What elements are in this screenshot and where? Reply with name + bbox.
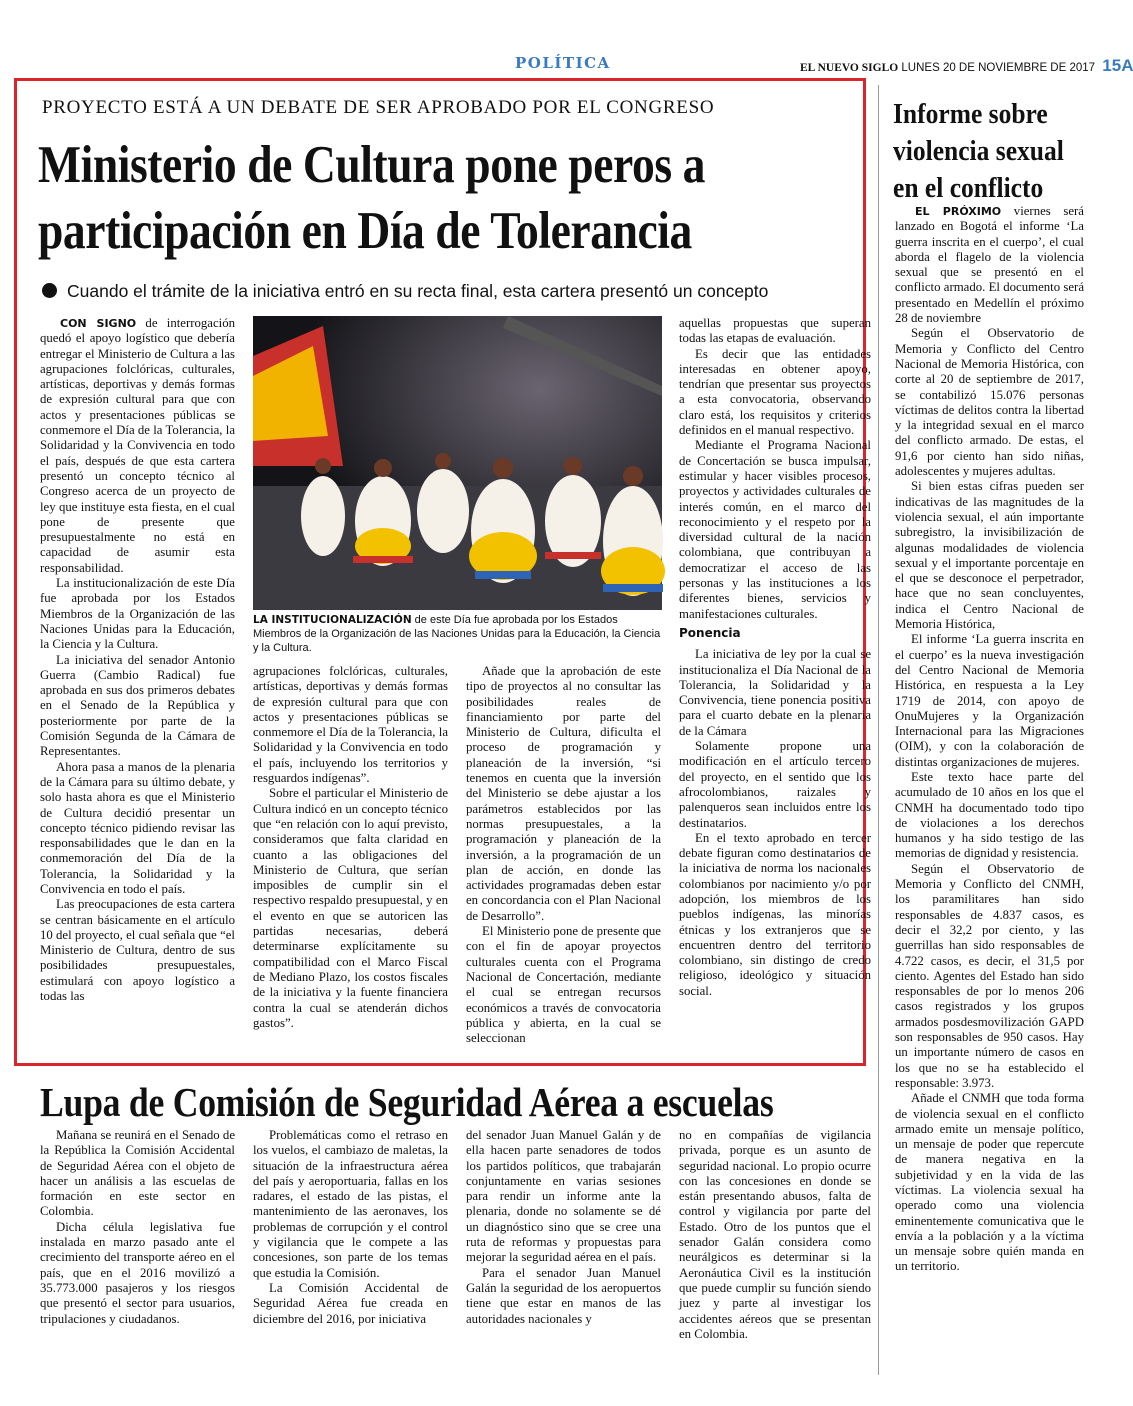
paragraph: Añade que la aprobación de este tipo de proyectos al no consultar las posibilidades reales de financiamiento por parte del Ministerio de Cultura, dificulta el proceso de programación y planeación de la inversión, “si tenemos en cuenta que la inversión del Ministerio se debe ajustar a los parámetros establecidos por las normas presupuestales, a la programación y planeación de la inversión, a la programación de un plan de acción, en donde las actividades programadas deben estar en concordancia con el Plan Nacional de Desarrollo”. xyxy=(466,664,661,923)
paragraph: Este texto hace parte del acumulado de 10 años en los que el CNMH ha documentado todo tipo de violaciones a los derechos humanos y ha sido testigo de las memorias de dignidad y resistencia. xyxy=(895,769,1084,861)
paragraph: La iniciativa de ley por la cual se institucionaliza el Día Nacional de la Tolerancia, la Solidaridad y la Convivencia, tiene ponencia positiva para el cuarto debate en la plenaria de la Cámara xyxy=(679,647,871,738)
paragraph: La iniciativa del senador Antonio Guerra (Cambio Radical) fue aprobada en sus dos primeros debates en el Senado de la República y posteriormente por parte de la Comisión Segunda de la Cámara de Representantes. xyxy=(40,652,235,759)
issue-date: LUNES 20 DE NOVIEMBRE DE 2017 xyxy=(901,62,1096,74)
paragraph: Sobre el particular el Ministerio de Cultura indicó en un concepto técnico que “en relación con lo aquí previsto, consideramos que falta claridad en cuanto a las obligaciones del Ministerio de Cultura, que serían imposibles de cumplir sin el respectivo respaldo presupuestal, y en el evento en que se autoricen las partidas necesarias, deberá determinarse explícitamente su compatibilidad con el Marco Fiscal de Mediano Plazo, los costos fiscales de la iniciativa y la fuente financiera contra la cual se atenderán dichos gastos”. xyxy=(253,786,448,1030)
paragraph: En el texto aprobado en tercer debate figuran como destinatarios de la iniciativa de norma los nacionales colombianos por nacimiento y/o por adopción, los miembros de los pueblos indígenas, las minorías étnicas y los extranjeros que se encuentren dentro del territorio colombiano, sin distingo de credo religioso, ideológico y situación social. xyxy=(679,830,871,998)
paragraph: Las preocupaciones de esta cartera se centran básicamente en el artículo 10 del proyecto, el cual señala que “el Ministerio de Cultura, dentro de sus posibilidades presupuestales, estimulará con apoyo logístico a todas las xyxy=(40,897,235,1004)
subhead-text: Cuando el trámite de la iniciativa entró en su recta final, esta cartera presentó un concepto xyxy=(67,281,769,301)
article-headline xyxy=(38,132,752,264)
paragraph: Mediante el Programa Nacional de Concertación se busca impulsar, estimular y hacer visibles procesos, proyectos y actividades culturales de interés común, en el marco del reconocimiento y el respeto por la diversidad cultural de la nación colombiana, que contribuyan a democratizar el acceso de las personas y las instituciones a los diferentes bienes, servicios y manifestaciones culturales. xyxy=(679,438,871,621)
dancers-photo-illustration xyxy=(253,316,662,610)
article-column-3 xyxy=(466,664,661,1046)
paragraph: Según el Observatorio de Memoria y Conflicto del CNMH, los paramilitares han sido responsables de 4.837 casos, es decir el 32,2 por ciento, y las guerrillas han sido responsables de 4.722 casos, es decir, el 31,5 por ciento. Agentes del Estado han sido responsables de por lo menos 206 casos registrados y los grupos armados posdesmovilización GAPD son responsables de 950 casos. Hay un importante número de casos en los que no se ha establecido el responsable: 3.973. xyxy=(895,861,1084,1090)
paragraph: EL PRÓXIMO viernes será lanzado en Bogotá el informe ‘La guerra inscrita en el cuerpo’, el cual aborda el flagelo de la violencia sexual que se presentó en el conflicto armado. El documento será presentado en Medellín el próximo 28 de noviembre xyxy=(895,204,1084,326)
paragraph: Según el Observatorio de Memoria y Conflicto del Centro Nacional de Memoria Histórica, con corte al 20 de septiembre de 2017, se contabilizó 15.076 personas víctimas de delitos contra la libertad y la integridad sexual en el marco del conflicto armado. De estas, el 91,6 por ciento han sido niñas, adolescentes y mujeres adultas. xyxy=(895,326,1084,479)
lead-in: EL PRÓXIMO xyxy=(915,205,1002,218)
second-article-headline: Lupa de Comisión de Seguridad Aérea a escuelas xyxy=(40,1079,774,1125)
paragraph: Dicha célula legislativa fue instalada en marzo pasado ante el crecimiento del transporte aéreo en el país, que en el 2016 movilizó a 35.773.000 pasajeros y los riesgos que presentó el sector para usuarios, tripulaciones y ciudadanos. xyxy=(40,1219,235,1326)
article-photo xyxy=(253,316,662,610)
headline-line-1: Ministerio de Cultura pone peros a xyxy=(38,136,705,194)
caption-text: de este Día fue aprobada por los Estados Miembros de la Organización de las Naciones Unidas para la Educación, la Ciencia y la Cultura. xyxy=(253,614,661,654)
article-kicker: PROYECTO ESTÁ A UN DEBATE DE SER APROBADO POR EL CONGRESO xyxy=(42,97,715,118)
article-subhead xyxy=(42,281,768,302)
sidebar-headline: Informe sobre violencia sexual en el conflicto xyxy=(893,98,1064,204)
paragraph: El Ministerio pone de presente que con el fin de apoyar proyectos culturales cuenta con el Programa Nacional de Concertación, mediante el cual se entregan recursos económicos a través de convocatoria pública y abierta, en la cual se seleccionan xyxy=(466,924,661,1046)
paragraph: Mañana se reunirá en el Senado de la República la Comisión Accidental de Seguridad Aérea con el objeto de hacer un análisis a las escuelas de formación en este sector en Colombia. xyxy=(40,1128,235,1219)
article-column-4 xyxy=(679,316,871,999)
paragraph: Solamente propone una modificación en el artículo tercero del proyecto, en el sentido que los afrocolombianos, raizales y palenqueros sean incluidos entre los destinatarios. xyxy=(679,739,871,830)
second-article-column-2 xyxy=(253,1128,448,1327)
paragraph: La Comisión Accidental de Seguridad Aérea fue creada en diciembre del 2016, por iniciativa xyxy=(253,1280,448,1326)
paragraph: aquellas propuestas que superan todas las etapas de evaluación. xyxy=(679,316,871,346)
article-column-1 xyxy=(40,316,235,1004)
section-label: POLÍTICA xyxy=(515,54,611,72)
paragraph: La institucionalización de este Día fue aprobada por los Estados Miembros de la Organización de las Naciones Unidas para la Educación, la Ciencia y la Cultura. xyxy=(40,576,235,652)
second-article-column-4 xyxy=(679,1128,871,1342)
paragraph: Es decir que las entidades interesadas en obtener apoyo, tendrían que presentar sus proyectos a esta convocatoria, observando claro está, los requisitos y criterios definidos en el manual respectivo. xyxy=(679,346,871,438)
lead-in: CON SIGNO xyxy=(60,317,137,330)
paragraph: CON SIGNO de interrogación quedó el apoyo logístico que debería entregar el Ministerio de Cultura a las agrupaciones folclóricas, culturales, artísticas, deportivas y demás formas de expresión cultural para que con actos y presentaciones públicas se conmemore el Día de la Tolerancia, la Solidaridad y la Convivencia en todo el país, después de que esta cartera presentó un concepto técnico al Congreso acerca de un proyecto de ley que instituye esta fiesta, en el cual pone de presente que presupuestalmente no está en capacidad de asumir esta responsabilidad. xyxy=(40,316,235,575)
paragraph: Si bien estas cifras pueden ser indicativas de las magnitudes de la violencia sexual, el aún importante subregistro, la invisibilización de algunas modalidades de violencia sexual y el importante porcentaje en el que se desconoce el perpetrador, hace que no sean concluyentes, indica el Centro Nacional de Memoria Histórica, xyxy=(895,479,1084,632)
paragraph: no en compañías de vigilancia privada, porque es un asunto de seguridad nacional. Lo propio ocurre con las concesiones en donde se están presentando abusos, falta de control y vigilancia por parte del Estado. Otro de los puntos que el senador Galán considera como neurálgicos es determinar si la Aeronáutica Civil es la institución que puede cumplir su función siendo juez y parte al investigar los accidentes aéreos que se presentan en Colombia. xyxy=(679,1128,871,1341)
paragraph: Para el senador Juan Manuel Galán la seguridad de los aeropuertos tiene que estar en manos de las autoridades nacionales y xyxy=(466,1265,661,1326)
page-header xyxy=(800,56,1133,76)
section-subhead: Ponencia xyxy=(679,625,741,640)
paragraph: El informe ‘La guerra inscrita en el cuerpo’ es la nueva investigación del Centro Nacional de Memoria Histórica, en respuesta a la Ley 1719 de 2014, con apoyo de OnuMujeres y la Organización Internacional para las Migraciones (OIM), y con la colaboración de distintas organizaciones de mujeres. xyxy=(895,632,1084,769)
second-article-column-3 xyxy=(466,1128,661,1327)
sidebar-column xyxy=(895,204,1084,1275)
bullet-icon xyxy=(42,283,57,298)
page-number: 15A xyxy=(1102,56,1133,75)
newspaper-name: EL NUEVO SIGLO xyxy=(800,62,899,74)
paragraph: Ahora pasa a manos de la plenaria de la Cámara para su último debate, y solo hasta ahora es que el Ministerio de Cultura decidió presentar un concepto técnico pidiendo revisar las responsabilidades que le dan en la conmemoración del Día de la Tolerancia, la Solidaridad y la Convivencia en todo el país. xyxy=(40,759,235,896)
headline-line-2: participación en Día de Tolerancia xyxy=(38,202,692,260)
paragraph: Problemáticas como el retraso en los vuelos, el cambiazo de maletas, la situación de la infraestructura aérea del país y aeroportuaria, fallas en los radares, el estado de las pistas, el mantenimiento de las aeronaves, los problemas de corrupción y el control y vigilancia que le compete a las concesiones, son parte de los temas que estudia la Comisión. xyxy=(253,1128,448,1280)
second-article-column-1 xyxy=(40,1128,235,1327)
paragraph: del senador Juan Manuel Galán y de ella hacen parte senadores de todos los partidos políticos, que trabajarán conjuntamente en varias sesiones para rendir un informe ante la plenaria, donde no solamente se dé un diagnóstico sino que se cree una ruta de reformas y propuestas para mejorar la seguridad aérea en el país. xyxy=(466,1128,661,1265)
paragraph: Añade el CNMH que toda forma de violencia sexual en el conflicto armado emite un mensaje político, un mensaje de poder que repercute de manera negativa en la subjetividad y en la vida de las víctimas. La violencia sexual ha operado como una violencia eminentemente comunicativa que le envía a la población y a la víctima un mensaje sobre quién manda en un territorio. xyxy=(895,1091,1084,1274)
photo-caption xyxy=(253,613,662,655)
article-column-2 xyxy=(253,664,448,1031)
paragraph: agrupaciones folclóricas, culturales, artísticas, deportivas y demás formas de expresión cultural para que con actos y presentaciones públicas se conmemore el Día de la Tolerancia, la Solidaridad y la Convivencia en todo el país, incluyendo los territorios y resguardos indígenas”. xyxy=(253,664,448,786)
caption-lead: LA INSTITUCIONALIZACIÓN xyxy=(253,614,412,626)
column-divider xyxy=(878,85,879,1375)
